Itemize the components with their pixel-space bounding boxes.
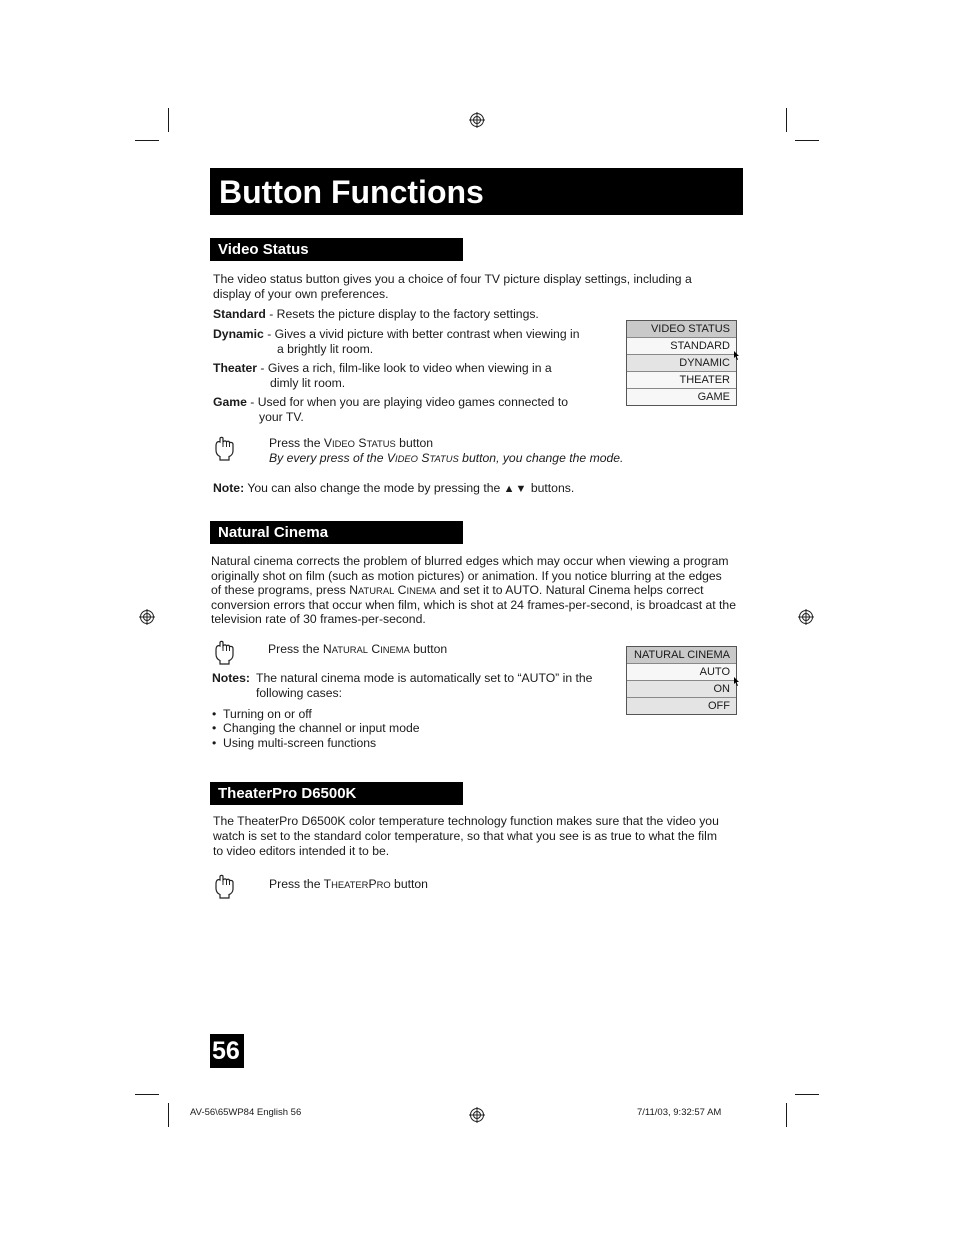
osd-menu-item-selected: ON	[627, 680, 736, 697]
button-name: ATURAL	[358, 585, 395, 596]
button-name: T	[323, 877, 332, 891]
osd-menu-item-selected: DYNAMIC	[627, 354, 736, 371]
term: Dynamic	[213, 327, 264, 341]
note	[213, 481, 574, 497]
bullet-item: • Turning on or off	[212, 707, 312, 721]
osd-menu-item: AUTO	[627, 663, 736, 680]
paragraph-text: of these programs, press	[211, 583, 350, 597]
button-name: TATUS	[429, 453, 459, 464]
definition-text: - Used for when you are playing video games connected to	[246, 395, 568, 409]
button-name: HEATER	[331, 879, 369, 890]
notes-text: following cases:	[256, 686, 343, 700]
button-name: IDEO	[332, 438, 355, 449]
button-name: S	[417, 451, 430, 465]
crop-mark	[795, 140, 819, 141]
paragraph-text: and set it to AUTO. Natural Cinema helps correct	[436, 583, 704, 597]
crop-mark	[786, 1103, 787, 1127]
instruction-text: Press the	[269, 436, 324, 450]
definition-text: - Gives a vivid picture with better contrast when viewing in	[263, 327, 580, 341]
definition-text: a brightly lit room.	[277, 342, 374, 356]
term: Theater	[213, 361, 258, 375]
button-name: N	[322, 642, 332, 656]
instruction-text: button	[409, 642, 448, 656]
definition-text: your TV.	[259, 410, 304, 424]
button-name: S	[354, 436, 367, 450]
paragraph-line	[211, 583, 704, 598]
crop-mark	[168, 108, 169, 132]
paragraph-line: television rate of 30 frames-per-second.	[211, 612, 426, 626]
osd-menu-video-status	[626, 320, 737, 406]
page-number: 56	[212, 1037, 240, 1065]
note-text: You can also change the mode by pressing the	[244, 481, 504, 495]
button-name: C	[367, 642, 381, 656]
button-name: TATUS	[366, 438, 396, 449]
paragraph-line: The video status button gives you a choice of four TV picture display settings, including a	[213, 272, 692, 286]
definition-theater	[213, 361, 552, 376]
crop-mark	[135, 140, 159, 141]
definition-game	[213, 395, 568, 410]
note-label: Note:	[213, 481, 245, 495]
bullet-text: Using multi-screen functions	[223, 736, 377, 750]
crop-mark	[135, 1094, 159, 1095]
hand-press-icon	[213, 436, 237, 462]
paragraph-line: conversion errors that occur when film, which is shot at 24 frames-per-second, is broadcast at the	[211, 598, 736, 612]
button-name: INEMA	[406, 585, 437, 596]
definition-text: dimly lit room.	[270, 376, 346, 390]
bullet-text: Changing the channel or input mode	[223, 721, 420, 735]
button-name: V	[323, 436, 333, 450]
hand-press-icon	[213, 874, 237, 900]
definition-text: - Resets the picture display to the factory settings.	[265, 307, 539, 321]
instruction-text: button, you change the mode.	[458, 451, 624, 465]
osd-menu-title: VIDEO STATUS	[627, 321, 736, 337]
cursor-arrow-icon	[733, 677, 740, 686]
instruction-text: button	[390, 877, 428, 891]
section-heading-theaterpro	[210, 782, 463, 805]
section-heading-text: Natural Cinema	[218, 524, 329, 541]
button-name: ATURAL	[331, 644, 368, 655]
footer-file-info: AV-56\65WP84 English 56	[190, 1107, 302, 1118]
osd-menu-item: GAME	[627, 388, 736, 405]
button-name: INEMA	[380, 644, 410, 655]
term: Standard	[213, 307, 266, 321]
osd-menu-title: NATURAL CINEMA	[627, 647, 736, 663]
registration-mark-icon	[139, 609, 155, 625]
bullet-text: Turning on or off	[223, 707, 312, 721]
press-instruction	[269, 877, 428, 892]
footer-timestamp: 7/11/03, 9:32:57 AM	[637, 1107, 722, 1118]
note-text: buttons.	[527, 481, 575, 495]
notes-text: The natural cinema mode is automatically set to “AUTO” in the	[256, 671, 593, 685]
paragraph-line: originally shot on film (such as motion pictures) or animation. If you notice blurring at the edges	[211, 569, 722, 583]
button-name: P	[368, 877, 377, 891]
button-name: N	[349, 583, 358, 597]
page-title: Button Functions	[219, 174, 484, 210]
term: Game	[213, 395, 247, 409]
instruction-text: Press the	[269, 877, 324, 891]
button-name: RO	[376, 879, 391, 890]
section-heading-text: Video Status	[218, 241, 309, 258]
press-instruction	[268, 642, 447, 657]
crop-mark	[795, 1094, 819, 1095]
osd-menu-item: STANDARD	[627, 337, 736, 354]
definition-dynamic	[213, 327, 579, 342]
section-heading-natural-cinema	[210, 521, 463, 544]
paragraph-line: display of your own preferences.	[213, 287, 389, 301]
crop-mark	[786, 108, 787, 132]
osd-menu-natural-cinema	[626, 646, 737, 715]
hand-press-icon	[213, 640, 237, 666]
paragraph-line: The TheaterPro D6500K color temperature technology function makes sure that the video you	[213, 814, 719, 828]
button-name: V	[386, 451, 396, 465]
instruction-text: Press the	[268, 642, 323, 656]
bullet-item: • Using multi-screen functions	[212, 736, 377, 750]
section-heading-text: TheaterPro D6500K	[218, 785, 357, 802]
crop-mark	[168, 1103, 169, 1127]
section-heading-video-status	[210, 238, 463, 261]
paragraph-line: watch is set to the standard color temperature, so that what you see is as true to what the film	[213, 829, 718, 843]
press-instruction	[269, 436, 433, 451]
page-number-box	[210, 1034, 244, 1068]
instruction-text: By every press of the	[269, 451, 387, 465]
registration-mark-icon	[469, 1107, 485, 1123]
bullet-item: • Changing the channel or input mode	[212, 721, 420, 735]
paragraph-line: Natural cinema corrects the problem of blurred edges which may occur when viewing a program	[211, 554, 729, 568]
registration-mark-icon	[798, 609, 814, 625]
button-name: C	[394, 583, 407, 597]
press-instruction-detail	[269, 451, 623, 466]
instruction-text: button	[395, 436, 434, 450]
paragraph-line: to video editors intended it to be.	[213, 844, 390, 858]
notes-label: Notes:	[212, 671, 250, 685]
page-title-banner	[210, 168, 743, 215]
osd-menu-item: THEATER	[627, 371, 736, 388]
up-down-arrow-icon: ▲▼	[503, 483, 528, 495]
definition-text: - Gives a rich, film-like look to video when viewing in a	[257, 361, 552, 375]
osd-menu-item: OFF	[627, 697, 736, 714]
button-name: IDEO	[395, 453, 418, 464]
cursor-arrow-icon	[733, 351, 740, 360]
definition-standard	[213, 307, 539, 322]
registration-mark-icon	[469, 112, 485, 128]
